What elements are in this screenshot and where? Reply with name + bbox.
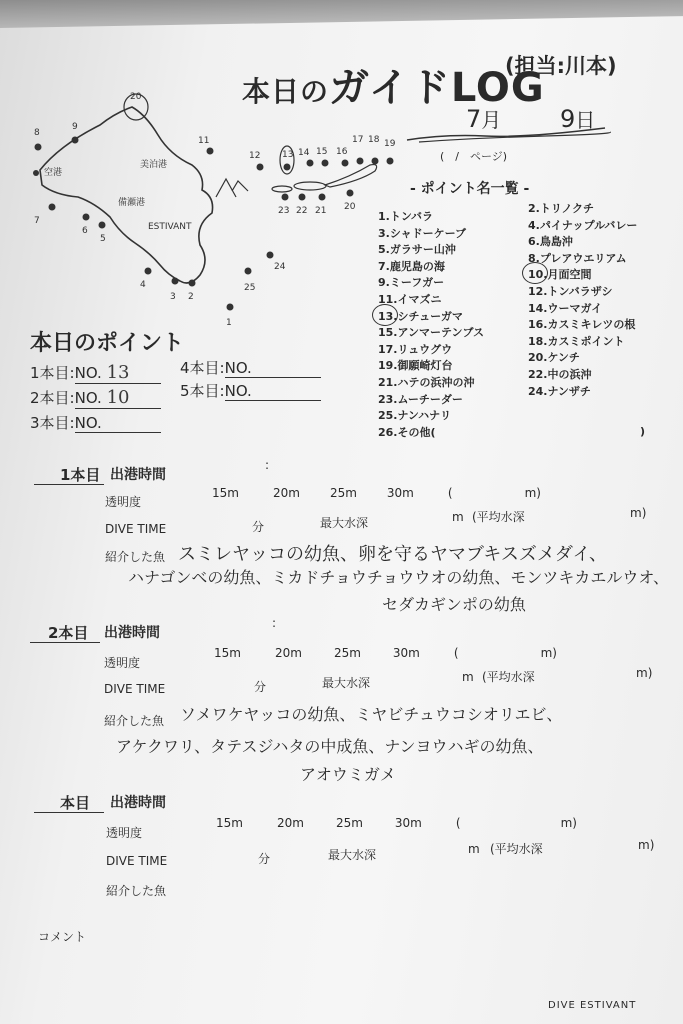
label-port1: 美泊港 [140, 160, 168, 170]
num-4: 4 [140, 280, 146, 290]
num-24: 24 [274, 262, 286, 272]
dot-8 [35, 144, 42, 151]
point-12: 12.トンバラザシ [528, 284, 613, 298]
dot-21 [319, 194, 326, 201]
num-16: 16 [336, 147, 348, 157]
dive1-visibility-options [212, 486, 541, 500]
point-13-circle [372, 304, 398, 326]
vis-paren-open: ( [453, 646, 459, 660]
num-1: 1 [226, 318, 232, 328]
dive3-min: 分 [258, 852, 271, 866]
dive2-departure: 出港時間 [104, 625, 160, 641]
comment-label: コメント [38, 930, 87, 944]
staff-name: (担当:川本) [505, 54, 617, 78]
dot-25 [245, 268, 252, 275]
today-dive-5-field [225, 382, 321, 401]
dot-9 [72, 137, 79, 144]
num-5: 5 [100, 234, 106, 244]
vis-30: 30m [394, 816, 422, 830]
page-count: ( / ページ) [440, 150, 508, 163]
point-6: 6.鳥島沖 [528, 235, 573, 249]
dot-5 [99, 222, 106, 229]
dot-17 [357, 158, 364, 165]
dot-19 [387, 158, 394, 165]
num-23: 23 [278, 206, 290, 216]
map-dots [33, 137, 394, 311]
num-19: 19 [384, 139, 396, 149]
point-14: 14.ウーマガイ [528, 301, 603, 315]
month-value: 7 [466, 105, 482, 133]
point-24: 24.ナンザチ [528, 384, 591, 398]
dot-4 [145, 268, 152, 275]
point-5: 5.ガラサー山沖 [378, 243, 456, 257]
today-dive-3-no: NO. [74, 414, 102, 432]
point-13-row [378, 308, 484, 325]
dot-14 [307, 160, 314, 167]
point-4: 4.パイナップルバレー [528, 218, 638, 232]
today-dive-4 [180, 357, 321, 378]
num-20b: 20 [344, 202, 356, 212]
dive3-visibility-options [216, 816, 577, 830]
today-dive-1-value: 13 [106, 362, 130, 383]
point-15: 15.アンマーテンブス [378, 326, 485, 340]
num-8: 8 [34, 128, 40, 138]
vis-15: 15m [214, 646, 241, 660]
dive3-m: m [468, 842, 480, 856]
today-dive-3-label: 3本目: [30, 414, 75, 432]
dive3-avgdepth: (平均水深 [490, 842, 543, 856]
dive1-title-line [34, 484, 104, 485]
island-map [20, 85, 400, 345]
num-17: 17 [352, 135, 364, 145]
num-14: 14 [298, 148, 310, 158]
dive1-departure: 出港時間 [110, 467, 166, 483]
footer-shop: DIVE ESTIVANT [548, 1000, 637, 1011]
today-dive-3 [30, 412, 161, 433]
map-numbers [34, 92, 396, 328]
dive2-divetime: DIVE TIME [104, 682, 166, 696]
today-dive-2-label: 2本目: [30, 389, 75, 407]
dot-13 [284, 164, 291, 171]
vis-paren-open: ( [455, 816, 461, 830]
num-18: 18 [368, 135, 380, 145]
dive2-colon: : [272, 616, 277, 630]
dive1-avgdepth: (平均水深 [472, 510, 525, 524]
dive1-m-close: m) [630, 506, 647, 520]
today-dive-2-no: NO. [74, 389, 102, 407]
vis-paren-close: m) [524, 486, 541, 500]
dive1-maxdepth: 最大水深 [320, 516, 369, 530]
points-close-paren: ) [640, 425, 646, 438]
today-dive-5-no: NO. [224, 382, 252, 400]
num-15: 15 [316, 147, 328, 157]
today-dive-2 [30, 387, 161, 409]
dot-20 [347, 190, 354, 197]
islet-d [216, 179, 248, 197]
dive2-visibility-label: 透明度 [104, 656, 141, 670]
label-port2: 備瀬港 [118, 198, 146, 208]
num-7: 7 [34, 216, 40, 226]
dive2-visibility-options [214, 646, 557, 660]
dive2-m-close: m) [636, 666, 653, 680]
num-2: 2 [188, 292, 194, 302]
dive3-visibility-label: 透明度 [106, 826, 143, 840]
dive2-fish-line-2: アケクワリ、タテスジハタの中成魚、ナンヨウハギの幼魚、 [116, 737, 544, 756]
dot-11 [207, 148, 214, 155]
num-3: 3 [170, 292, 176, 302]
vis-25: 25m [335, 816, 363, 830]
dot-1 [227, 304, 234, 311]
dive3-title-line [34, 812, 104, 813]
dive2-fish-line-1: ソメワケヤッコの幼魚、ミヤビチュウコシオリエビ、 [180, 705, 563, 724]
num-13: 13 [282, 150, 294, 160]
today-dive-2-field [75, 387, 161, 409]
today-dive-3-field [75, 414, 161, 433]
point-16: 16.カスミキレツの根 [528, 318, 636, 332]
dot-6 [83, 214, 90, 221]
dive3-title: 本目 [60, 794, 91, 812]
today-dive-4-field [225, 359, 321, 378]
dive1-title: 1本目 [60, 466, 101, 484]
today-dive-4-no: NO. [224, 359, 252, 377]
dive1-fish-line-2: ハナゴンベの幼魚、ミカドチョウチョウウオの幼魚、モンツキカエルウオ、 [128, 568, 669, 587]
day-unit: 日 [575, 108, 596, 132]
dive2-m: m [462, 670, 474, 684]
point-25: 25.ナンハナリ [378, 409, 452, 423]
point-7: 7.鹿児島の海 [378, 259, 445, 273]
vis-20: 20m [272, 486, 300, 500]
point-3: 3.シャドーケーブ [378, 226, 467, 240]
date-underline [405, 124, 615, 146]
dive1-fish-label: 紹介した魚 [105, 550, 166, 564]
dot-23 [282, 194, 289, 201]
label-shop: ESTIVANT [148, 222, 192, 232]
vis-30: 30m [392, 646, 420, 660]
dot-24 [267, 252, 274, 259]
dot-2 [189, 280, 196, 287]
num-25: 25 [244, 283, 256, 293]
vis-20: 20m [276, 816, 304, 830]
today-dive-1-field [75, 362, 161, 384]
today-dive-2-value: 10 [106, 387, 130, 408]
vis-paren-open: ( [447, 486, 453, 500]
point-23: 23.ムーチーダー [378, 392, 463, 406]
vis-25: 25m [329, 486, 357, 500]
vis-30: 30m [386, 486, 414, 500]
point-11: 11.イマズニ [378, 292, 442, 306]
dot-7 [49, 204, 56, 211]
dot-15 [322, 160, 329, 167]
point-9: 9.ミーフガー [378, 276, 445, 290]
point-1: 1.トンバラ [378, 210, 434, 223]
dive2-title-line [30, 642, 100, 643]
point-10: 10.月面空間 [528, 268, 592, 282]
title-prefix: 本日の [242, 75, 330, 108]
dive2-min: 分 [254, 680, 267, 694]
dive1-m: m [452, 510, 464, 524]
dive1-fish-line-1: スミレヤッコの幼魚、卵を守るヤマブキスズメダイ、 [178, 544, 607, 565]
point-26: 26.その他( [378, 425, 436, 439]
dive2-title: 2本目 [48, 624, 89, 642]
dive1-visibility-label: 透明度 [105, 495, 142, 509]
points-left-column [378, 208, 484, 440]
dot-3 [172, 278, 179, 285]
point-19: 19.御願崎灯台 [378, 359, 453, 373]
today-dive-1-no: NO. [74, 364, 102, 382]
num-6: 6 [82, 226, 88, 236]
vis-15: 15m [216, 816, 243, 830]
dot-18 [372, 158, 379, 165]
point-8: 8.プレアウエリアム [528, 251, 627, 265]
vis-paren-close: m) [540, 646, 557, 660]
island-outline [40, 107, 213, 283]
vis-20: 20m [274, 646, 302, 660]
point-21: 21.ハテの浜沖の沖 [378, 375, 475, 389]
num-21: 21 [315, 206, 327, 216]
day-value: 9 [560, 105, 576, 133]
dive3-maxdepth: 最大水深 [328, 848, 377, 862]
dot-12 [257, 164, 264, 171]
vis-paren-close: m) [560, 816, 577, 830]
dive2-fish-line-3: アオウミガメ [300, 765, 396, 784]
today-dive-1-label: 1本目: [30, 364, 75, 382]
today-dive-4-label: 4本目: [180, 359, 225, 377]
num-9: 9 [72, 122, 78, 132]
dot-16 [342, 160, 349, 167]
num-11: 11 [198, 136, 210, 146]
dive3-divetime: DIVE TIME [106, 854, 168, 868]
point-18: 18.カスミポイント [528, 334, 625, 348]
points-heading: - ポイント名一覧 - [410, 181, 530, 197]
month-unit: 月 [481, 108, 502, 132]
num-20a: 20 [130, 92, 142, 102]
dot-22 [299, 194, 306, 201]
point-17: 17.リュウグウ [378, 342, 453, 356]
dive3-fish-label: 紹介した魚 [106, 884, 167, 898]
points-right-column [528, 200, 637, 399]
num-22: 22 [296, 206, 308, 216]
title-main: ガイドLOG [329, 65, 545, 111]
islet-a [272, 186, 292, 192]
point-2: 2.トリノクチ [528, 202, 595, 215]
dive1-min: 分 [252, 520, 265, 534]
dive3-m-close: m) [638, 838, 655, 852]
dive2-fish-label: 紹介した魚 [104, 714, 165, 728]
dive1-fish-line-3: セダカギンポの幼魚 [382, 595, 526, 614]
dive1-divetime: DIVE TIME [105, 522, 167, 536]
today-dive-1 [30, 362, 161, 384]
point-22: 22.中の浜沖 [528, 367, 592, 381]
vis-15: 15m [212, 486, 239, 500]
dive2-avgdepth: (平均水深 [482, 670, 535, 684]
today-dive-5 [180, 380, 321, 401]
today-points-heading: 本日のポイント [30, 331, 185, 356]
num-12: 12 [249, 151, 261, 161]
islet-b [294, 182, 326, 190]
dive3-departure: 出港時間 [110, 795, 166, 811]
islet-c [325, 165, 377, 187]
point-20: 20.ケンチ [528, 351, 580, 365]
today-dive-5-label: 5本目: [180, 382, 225, 400]
point-13: 13.シチューガマ [378, 309, 463, 323]
vis-25: 25m [333, 646, 361, 660]
dot-airport [33, 170, 39, 176]
point-10-row [528, 266, 637, 283]
dive1-colon: : [265, 458, 270, 472]
dive2-maxdepth: 最大水深 [322, 676, 371, 690]
label-airport: 空港 [44, 168, 63, 178]
